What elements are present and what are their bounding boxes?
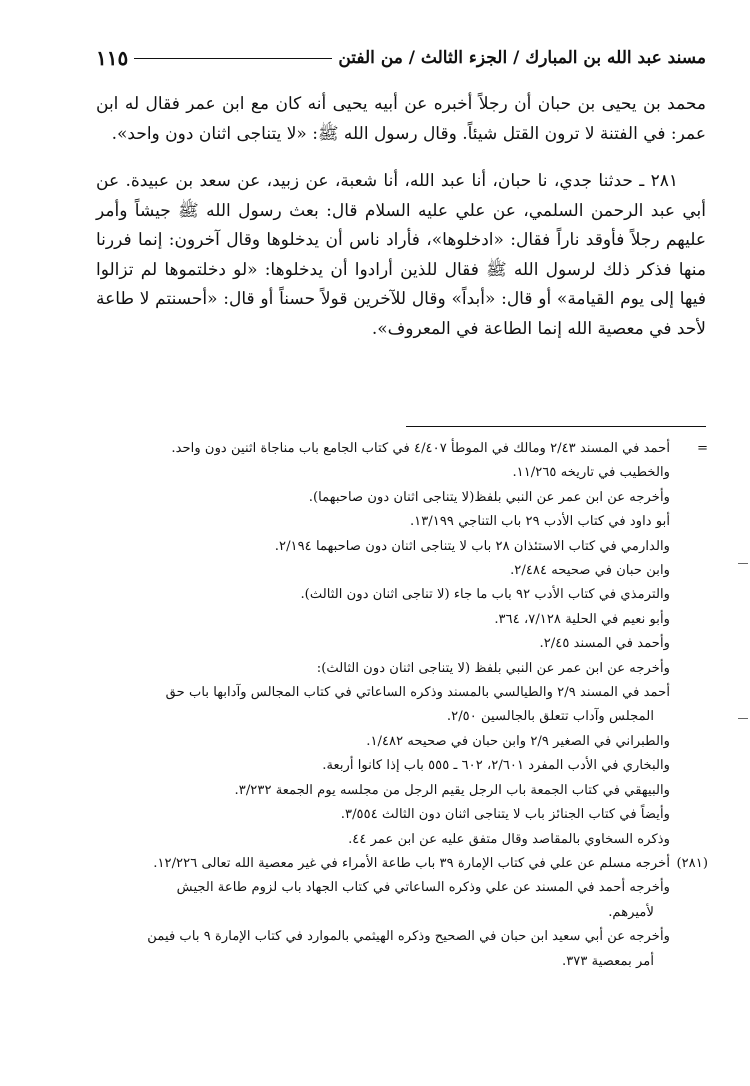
page-header (96, 44, 706, 72)
footnote-line: وأخرجه عن ابن عمر عن النبي بلفظ (لا يتناجى اثنان دون الثالث): (316, 660, 670, 676)
footnote-line: وأخرجه عن ابن عمر عن النبي بلفظ(لا يتناجى اثنان دون صاحبهما). (308, 489, 670, 505)
footnote-line: وابن حبان في صحيحه ٢/٤٨٤. (510, 563, 670, 579)
footnote-line: أحمد في المسند ٢/٩ والطيالسي بالمسند وذكره الساعاتي في كتاب المجالس وآدابها باب حق (165, 685, 670, 701)
footnote-line: وأبو نعيم في الحلية ٧/١٢٨، ٣٦٤. (494, 611, 670, 627)
header-rule (134, 58, 332, 59)
hadith-continuation: محمد بن يحيى بن حبان أن رجلاً أخبره عن أبيه يحيى أنه كان مع ابن عمر فقال له ابن عمر: في الفتنة لا ترون القتل شيئاً. وقال رسول الله ﷺ: «لا يتناجى اثنان دون واحد». (96, 94, 706, 144)
hadith-281: ٢٨١ ـ حدثنا جدي، نا حبان، أنا عبد الله، أنا شعبة، عن زبيد، عن سعد بن عبيدة. عن أبي عبد الرحمن السلمي، عن علي عليه السلام قال: بعث رسول الله ﷺ جيشاً وأمر عليهم رجلاً فأوقد ناراً فقال: «ادخلوها»، فأراد ناس أن يدخلوها وقال آخرون: إنما فررنا منها فذكر ذلك لرسول الله ﷺ فقال للذين أرادوا أن يدخلوها: «لو دخلتموها لم تزالوا فيها إلى يوم القيامة» أو قال: «أبداً» وقال للآخرين قولاً حسناً أو قال: «أحسنتم لا طاعة لأحد في معصية الله إنما الطاعة في المعروف». (96, 171, 706, 339)
footnote-line: والترمذي في كتاب الأدب ٩٢ باب ما جاء (لا تناجى اثنان دون الثالث). (300, 587, 670, 603)
footnote-continuation-marker: = (696, 441, 708, 456)
scan-mark (738, 563, 748, 564)
running-title: مسند عبد الله بن المبارك / الجزء الثالث / من الفتن (338, 48, 706, 68)
footnote-line: وأيضاً في كتاب الجنائز باب لا يتناجى اثنان دون الثالث ٣/٥٥٤. (340, 807, 670, 823)
footnote-line: والدارمي في كتاب الاستئذان ٢٨ باب لا يتناجى اثنان دون صاحبهما ٢/١٩٤. (274, 538, 670, 554)
footnote-line: المجلس وآداب تتعلق بالجالسين ٢/٥٠. (446, 709, 654, 725)
footnote-line: = أحمد في المسند ٢/٤٣ ومالك في الموطأ ٤/٤٠٧ في كتاب الجامع باب مناجاة اثنين دون واحد. (92, 437, 708, 461)
footnote-line: وذكره السخاوي بالمقاصد وقال متفق عليه عن ابن عمر ٤٤. (348, 831, 670, 847)
page-number: ١١٥ (96, 46, 129, 70)
footnote-line: والخطيب في تاريخه ١١/٢٦٥. (512, 465, 670, 481)
footnote-line: أمر بمعصية ٣٧٣. (562, 953, 654, 969)
footnotes (92, 437, 708, 974)
footnote-separator (406, 426, 706, 427)
footnote-line: والبخاري في الأدب المفرد ٢/٦٠١، ٦٠٢ ـ ٥٥٥ باب إذا كانوا أربعة. (322, 758, 670, 774)
footnote-line: لأميرهم. (608, 904, 654, 920)
footnote-line: والبيهقي في كتاب الجمعة باب الرجل يقيم الرجل من مجلسه يوم الجمعة ٣/٢٣٢. (234, 782, 670, 798)
footnote-line: (٢٨١) أخرجه مسلم عن علي في كتاب الإمارة ٣٩ باب طاعة الأمراء في غير معصية الله تعالى ١٢/٢٢٦. (92, 852, 708, 876)
footnote-line: وأحمد في المسند ٢/٤٥. (539, 636, 670, 652)
scan-mark (738, 718, 748, 719)
main-text (96, 90, 706, 344)
footnote-281-marker: (٢٨١) (676, 855, 708, 871)
footnote-line: أبو داود في كتاب الأدب ٢٩ باب التناجي ١٣/١٩٩. (409, 514, 670, 530)
footnote-line: وأخرجه عن أبي سعيد ابن حبان في الصحيح وذكره الهيثمي بالموارد في كتاب الإمارة ٩ باب فيمن (147, 929, 670, 945)
footnote-line: وأخرجه أحمد في المسند عن علي وذكره الساعاتي في كتاب الجهاد باب لزوم طاعة الجيش (176, 880, 670, 896)
footnote-line: والطبراني في الصغير ٢/٩ وابن حبان في صحيحه ١/٤٨٢. (366, 733, 670, 749)
